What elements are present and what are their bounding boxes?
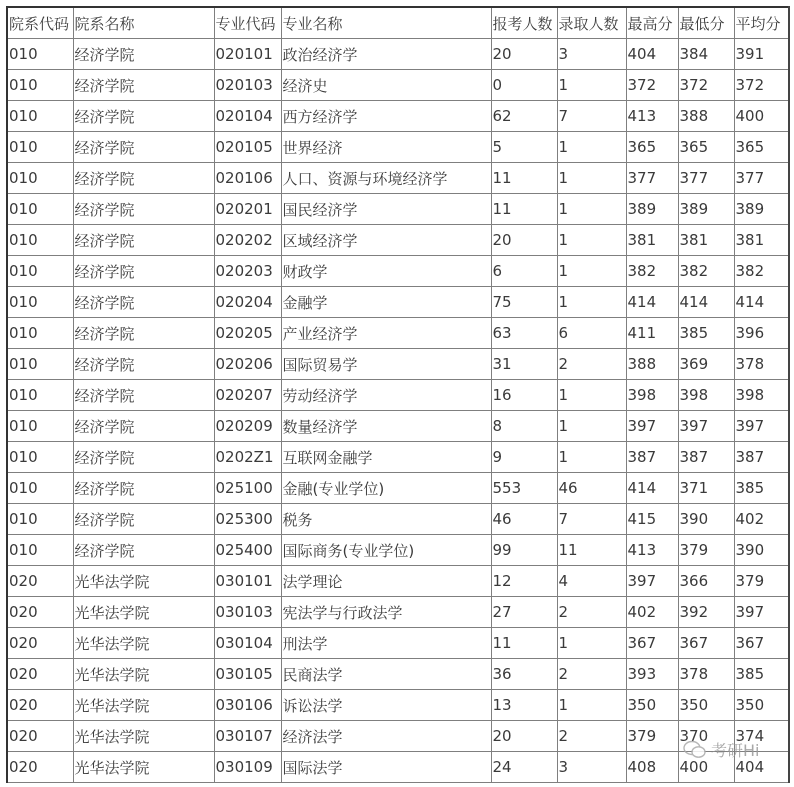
table-row (7, 101, 789, 132)
cell-admitted: 2 (557, 659, 626, 690)
admission-score-table (6, 6, 790, 783)
cell-min-score: 390 (678, 504, 734, 535)
cell-dept-code: 010 (7, 256, 73, 287)
cell-min-score: 392 (678, 597, 734, 628)
cell-major-code: 020207 (214, 380, 281, 411)
cell-major-name: 金融(专业学位) (281, 473, 491, 504)
table-row (7, 194, 789, 225)
cell-major-name: 产业经济学 (281, 318, 491, 349)
cell-avg-score: 367 (734, 628, 789, 659)
cell-dept-name: 经济学院 (73, 442, 214, 473)
cell-avg-score: 372 (734, 70, 789, 101)
cell-major-name: 劳动经济学 (281, 380, 491, 411)
cell-min-score: 378 (678, 659, 734, 690)
table-row (7, 318, 789, 349)
cell-admitted: 7 (557, 504, 626, 535)
table-row (7, 628, 789, 659)
cell-major-name: 财政学 (281, 256, 491, 287)
cell-major-code: 020203 (214, 256, 281, 287)
cell-admitted: 3 (557, 39, 626, 70)
cell-applicants: 20 (491, 39, 557, 70)
cell-major-name: 税务 (281, 504, 491, 535)
cell-min-score: 382 (678, 256, 734, 287)
cell-admitted: 1 (557, 194, 626, 225)
cell-major-name: 国际法学 (281, 752, 491, 783)
cell-admitted: 1 (557, 287, 626, 318)
cell-max-score: 415 (626, 504, 678, 535)
cell-dept-code: 010 (7, 132, 73, 163)
table-body (7, 39, 789, 783)
cell-max-score: 365 (626, 132, 678, 163)
cell-admitted: 1 (557, 380, 626, 411)
cell-dept-name: 经济学院 (73, 411, 214, 442)
cell-major-code: 020103 (214, 70, 281, 101)
cell-applicants: 46 (491, 504, 557, 535)
cell-avg-score: 414 (734, 287, 789, 318)
cell-applicants: 20 (491, 225, 557, 256)
cell-admitted: 6 (557, 318, 626, 349)
cell-dept-code: 020 (7, 597, 73, 628)
cell-admitted: 11 (557, 535, 626, 566)
cell-min-score: 371 (678, 473, 734, 504)
cell-admitted: 1 (557, 628, 626, 659)
cell-applicants: 11 (491, 163, 557, 194)
cell-applicants: 0 (491, 70, 557, 101)
cell-dept-code: 010 (7, 39, 73, 70)
cell-dept-name: 经济学院 (73, 380, 214, 411)
cell-major-code: 025400 (214, 535, 281, 566)
cell-dept-code: 010 (7, 101, 73, 132)
cell-major-name: 政治经济学 (281, 39, 491, 70)
table-row (7, 721, 789, 752)
table-row (7, 287, 789, 318)
table-row (7, 39, 789, 70)
cell-major-name: 世界经济 (281, 132, 491, 163)
cell-max-score: 398 (626, 380, 678, 411)
cell-dept-code: 020 (7, 566, 73, 597)
cell-dept-name: 光华法学院 (73, 752, 214, 783)
cell-applicants: 5 (491, 132, 557, 163)
cell-dept-code: 010 (7, 411, 73, 442)
cell-applicants: 63 (491, 318, 557, 349)
watermark (683, 738, 759, 761)
cell-major-name: 经济法学 (281, 721, 491, 752)
cell-max-score: 397 (626, 566, 678, 597)
cell-avg-score: 387 (734, 442, 789, 473)
cell-max-score: 414 (626, 473, 678, 504)
column-header-min-score: 最低分 (678, 7, 734, 39)
cell-dept-name: 光华法学院 (73, 690, 214, 721)
cell-max-score: 388 (626, 349, 678, 380)
table-row (7, 132, 789, 163)
cell-min-score: 384 (678, 39, 734, 70)
cell-max-score: 379 (626, 721, 678, 752)
table-row (7, 659, 789, 690)
cell-max-score: 382 (626, 256, 678, 287)
cell-dept-name: 经济学院 (73, 473, 214, 504)
cell-major-code: 030107 (214, 721, 281, 752)
cell-major-code: 030103 (214, 597, 281, 628)
cell-admitted: 7 (557, 101, 626, 132)
column-header-dept-code: 院系代码 (7, 7, 73, 39)
cell-major-code: 020105 (214, 132, 281, 163)
cell-major-name: 互联网金融学 (281, 442, 491, 473)
cell-major-code: 030101 (214, 566, 281, 597)
cell-applicants: 16 (491, 380, 557, 411)
cell-admitted: 4 (557, 566, 626, 597)
column-header-applicants: 报考人数 (491, 7, 557, 39)
cell-major-name: 经济史 (281, 70, 491, 101)
cell-major-code: 030109 (214, 752, 281, 783)
cell-min-score: 389 (678, 194, 734, 225)
column-header-major-name: 专业名称 (281, 7, 491, 39)
cell-dept-name: 光华法学院 (73, 566, 214, 597)
cell-avg-score: 385 (734, 659, 789, 690)
cell-avg-score: 379 (734, 566, 789, 597)
cell-avg-score: 404 (734, 752, 789, 783)
cell-avg-score: 400 (734, 101, 789, 132)
table-row (7, 442, 789, 473)
cell-min-score: 388 (678, 101, 734, 132)
cell-min-score: 385 (678, 318, 734, 349)
cell-major-name: 人口、资源与环境经济学 (281, 163, 491, 194)
table-row (7, 535, 789, 566)
cell-dept-name: 光华法学院 (73, 721, 214, 752)
cell-admitted: 1 (557, 132, 626, 163)
cell-major-code: 020104 (214, 101, 281, 132)
cell-dept-name: 光华法学院 (73, 597, 214, 628)
cell-max-score: 414 (626, 287, 678, 318)
cell-applicants: 24 (491, 752, 557, 783)
cell-applicants: 99 (491, 535, 557, 566)
cell-dept-name: 经济学院 (73, 349, 214, 380)
cell-dept-code: 010 (7, 318, 73, 349)
cell-applicants: 553 (491, 473, 557, 504)
cell-min-score: 350 (678, 690, 734, 721)
cell-admitted: 1 (557, 411, 626, 442)
cell-dept-code: 010 (7, 473, 73, 504)
cell-applicants: 6 (491, 256, 557, 287)
cell-max-score: 387 (626, 442, 678, 473)
cell-avg-score: 377 (734, 163, 789, 194)
cell-min-score: 370 (678, 721, 734, 752)
cell-max-score: 393 (626, 659, 678, 690)
table-row (7, 566, 789, 597)
cell-avg-score: 389 (734, 194, 789, 225)
cell-dept-code: 010 (7, 380, 73, 411)
cell-admitted: 1 (557, 70, 626, 101)
table-row (7, 690, 789, 721)
header-row (7, 7, 789, 39)
cell-admitted: 2 (557, 721, 626, 752)
cell-admitted: 1 (557, 690, 626, 721)
cell-dept-name: 光华法学院 (73, 628, 214, 659)
cell-dept-name: 经济学院 (73, 535, 214, 566)
cell-major-name: 民商法学 (281, 659, 491, 690)
table-row (7, 163, 789, 194)
cell-admitted: 2 (557, 349, 626, 380)
cell-min-score: 414 (678, 287, 734, 318)
cell-dept-code: 020 (7, 628, 73, 659)
cell-min-score: 381 (678, 225, 734, 256)
cell-major-code: 020205 (214, 318, 281, 349)
cell-avg-score: 402 (734, 504, 789, 535)
cell-avg-score: 390 (734, 535, 789, 566)
cell-major-name: 区域经济学 (281, 225, 491, 256)
table-row (7, 411, 789, 442)
cell-major-code: 020106 (214, 163, 281, 194)
cell-dept-name: 经济学院 (73, 194, 214, 225)
cell-dept-code: 010 (7, 504, 73, 535)
cell-max-score: 411 (626, 318, 678, 349)
cell-min-score: 397 (678, 411, 734, 442)
table-row (7, 256, 789, 287)
cell-max-score: 413 (626, 535, 678, 566)
cell-major-code: 020204 (214, 287, 281, 318)
cell-major-code: 0202Z1 (214, 442, 281, 473)
column-header-avg-score: 平均分 (734, 7, 789, 39)
cell-applicants: 75 (491, 287, 557, 318)
table-row (7, 473, 789, 504)
cell-max-score: 381 (626, 225, 678, 256)
cell-applicants: 36 (491, 659, 557, 690)
cell-admitted: 2 (557, 597, 626, 628)
cell-major-name: 诉讼法学 (281, 690, 491, 721)
table-row (7, 225, 789, 256)
cell-dept-code: 010 (7, 163, 73, 194)
table-row (7, 752, 789, 783)
cell-max-score: 397 (626, 411, 678, 442)
cell-min-score: 377 (678, 163, 734, 194)
cell-major-code: 030105 (214, 659, 281, 690)
cell-min-score: 365 (678, 132, 734, 163)
column-header-max-score: 最高分 (626, 7, 678, 39)
column-header-major-code: 专业代码 (214, 7, 281, 39)
cell-applicants: 62 (491, 101, 557, 132)
cell-admitted: 1 (557, 256, 626, 287)
table-row (7, 380, 789, 411)
cell-avg-score: 396 (734, 318, 789, 349)
cell-admitted: 1 (557, 225, 626, 256)
cell-dept-code: 020 (7, 752, 73, 783)
cell-applicants: 13 (491, 690, 557, 721)
cell-avg-score: 385 (734, 473, 789, 504)
cell-avg-score: 397 (734, 597, 789, 628)
cell-max-score: 402 (626, 597, 678, 628)
cell-admitted: 1 (557, 163, 626, 194)
cell-min-score: 369 (678, 349, 734, 380)
cell-admitted: 3 (557, 752, 626, 783)
cell-applicants: 31 (491, 349, 557, 380)
cell-dept-name: 经济学院 (73, 256, 214, 287)
cell-dept-code: 010 (7, 349, 73, 380)
cell-major-code: 020206 (214, 349, 281, 380)
cell-dept-code: 010 (7, 442, 73, 473)
cell-major-code: 020209 (214, 411, 281, 442)
cell-dept-name: 经济学院 (73, 132, 214, 163)
cell-dept-code: 020 (7, 659, 73, 690)
cell-max-score: 372 (626, 70, 678, 101)
cell-min-score: 400 (678, 752, 734, 783)
cell-major-name: 国民经济学 (281, 194, 491, 225)
table-row (7, 349, 789, 380)
cell-applicants: 12 (491, 566, 557, 597)
cell-min-score: 387 (678, 442, 734, 473)
cell-major-code: 030106 (214, 690, 281, 721)
cell-max-score: 408 (626, 752, 678, 783)
wechat-icon (683, 740, 707, 760)
cell-major-code: 030104 (214, 628, 281, 659)
cell-min-score: 379 (678, 535, 734, 566)
cell-dept-code: 010 (7, 70, 73, 101)
table-row (7, 504, 789, 535)
cell-min-score: 367 (678, 628, 734, 659)
cell-major-code: 020101 (214, 39, 281, 70)
cell-avg-score: 382 (734, 256, 789, 287)
cell-major-name: 国际贸易学 (281, 349, 491, 380)
cell-major-code: 020202 (214, 225, 281, 256)
cell-major-name: 西方经济学 (281, 101, 491, 132)
cell-major-name: 法学理论 (281, 566, 491, 597)
cell-dept-name: 经济学院 (73, 504, 214, 535)
cell-avg-score: 350 (734, 690, 789, 721)
table-row (7, 597, 789, 628)
cell-max-score: 377 (626, 163, 678, 194)
cell-applicants: 11 (491, 194, 557, 225)
cell-dept-code: 020 (7, 721, 73, 752)
cell-applicants: 27 (491, 597, 557, 628)
cell-max-score: 404 (626, 39, 678, 70)
cell-major-name: 刑法学 (281, 628, 491, 659)
cell-dept-code: 010 (7, 194, 73, 225)
cell-max-score: 350 (626, 690, 678, 721)
cell-applicants: 8 (491, 411, 557, 442)
cell-min-score: 372 (678, 70, 734, 101)
cell-major-name: 金融学 (281, 287, 491, 318)
cell-applicants: 9 (491, 442, 557, 473)
cell-admitted: 1 (557, 442, 626, 473)
cell-major-name: 宪法学与行政法学 (281, 597, 491, 628)
cell-major-name: 数量经济学 (281, 411, 491, 442)
cell-dept-name: 经济学院 (73, 101, 214, 132)
cell-major-code: 020201 (214, 194, 281, 225)
cell-dept-name: 经济学院 (73, 70, 214, 101)
cell-dept-code: 010 (7, 535, 73, 566)
cell-avg-score: 365 (734, 132, 789, 163)
cell-dept-name: 经济学院 (73, 287, 214, 318)
cell-avg-score: 381 (734, 225, 789, 256)
cell-dept-code: 010 (7, 225, 73, 256)
cell-applicants: 11 (491, 628, 557, 659)
cell-min-score: 366 (678, 566, 734, 597)
cell-avg-score: 378 (734, 349, 789, 380)
cell-dept-name: 经济学院 (73, 318, 214, 349)
cell-dept-name: 经济学院 (73, 163, 214, 194)
cell-avg-score: 391 (734, 39, 789, 70)
cell-max-score: 413 (626, 101, 678, 132)
cell-avg-score: 397 (734, 411, 789, 442)
cell-applicants: 20 (491, 721, 557, 752)
watermark-text: 考研Hi (711, 741, 760, 760)
cell-dept-name: 经济学院 (73, 225, 214, 256)
cell-max-score: 367 (626, 628, 678, 659)
cell-min-score: 398 (678, 380, 734, 411)
column-header-admitted: 录取人数 (557, 7, 626, 39)
cell-admitted: 46 (557, 473, 626, 504)
cell-avg-score: 398 (734, 380, 789, 411)
cell-major-code: 025300 (214, 504, 281, 535)
column-header-dept-name: 院系名称 (73, 7, 214, 39)
cell-dept-code: 020 (7, 690, 73, 721)
table-row (7, 70, 789, 101)
cell-dept-name: 光华法学院 (73, 659, 214, 690)
cell-dept-code: 010 (7, 287, 73, 318)
cell-major-code: 025100 (214, 473, 281, 504)
cell-max-score: 389 (626, 194, 678, 225)
cell-dept-name: 经济学院 (73, 39, 214, 70)
cell-avg-score: 374 (734, 721, 789, 752)
cell-major-name: 国际商务(专业学位) (281, 535, 491, 566)
